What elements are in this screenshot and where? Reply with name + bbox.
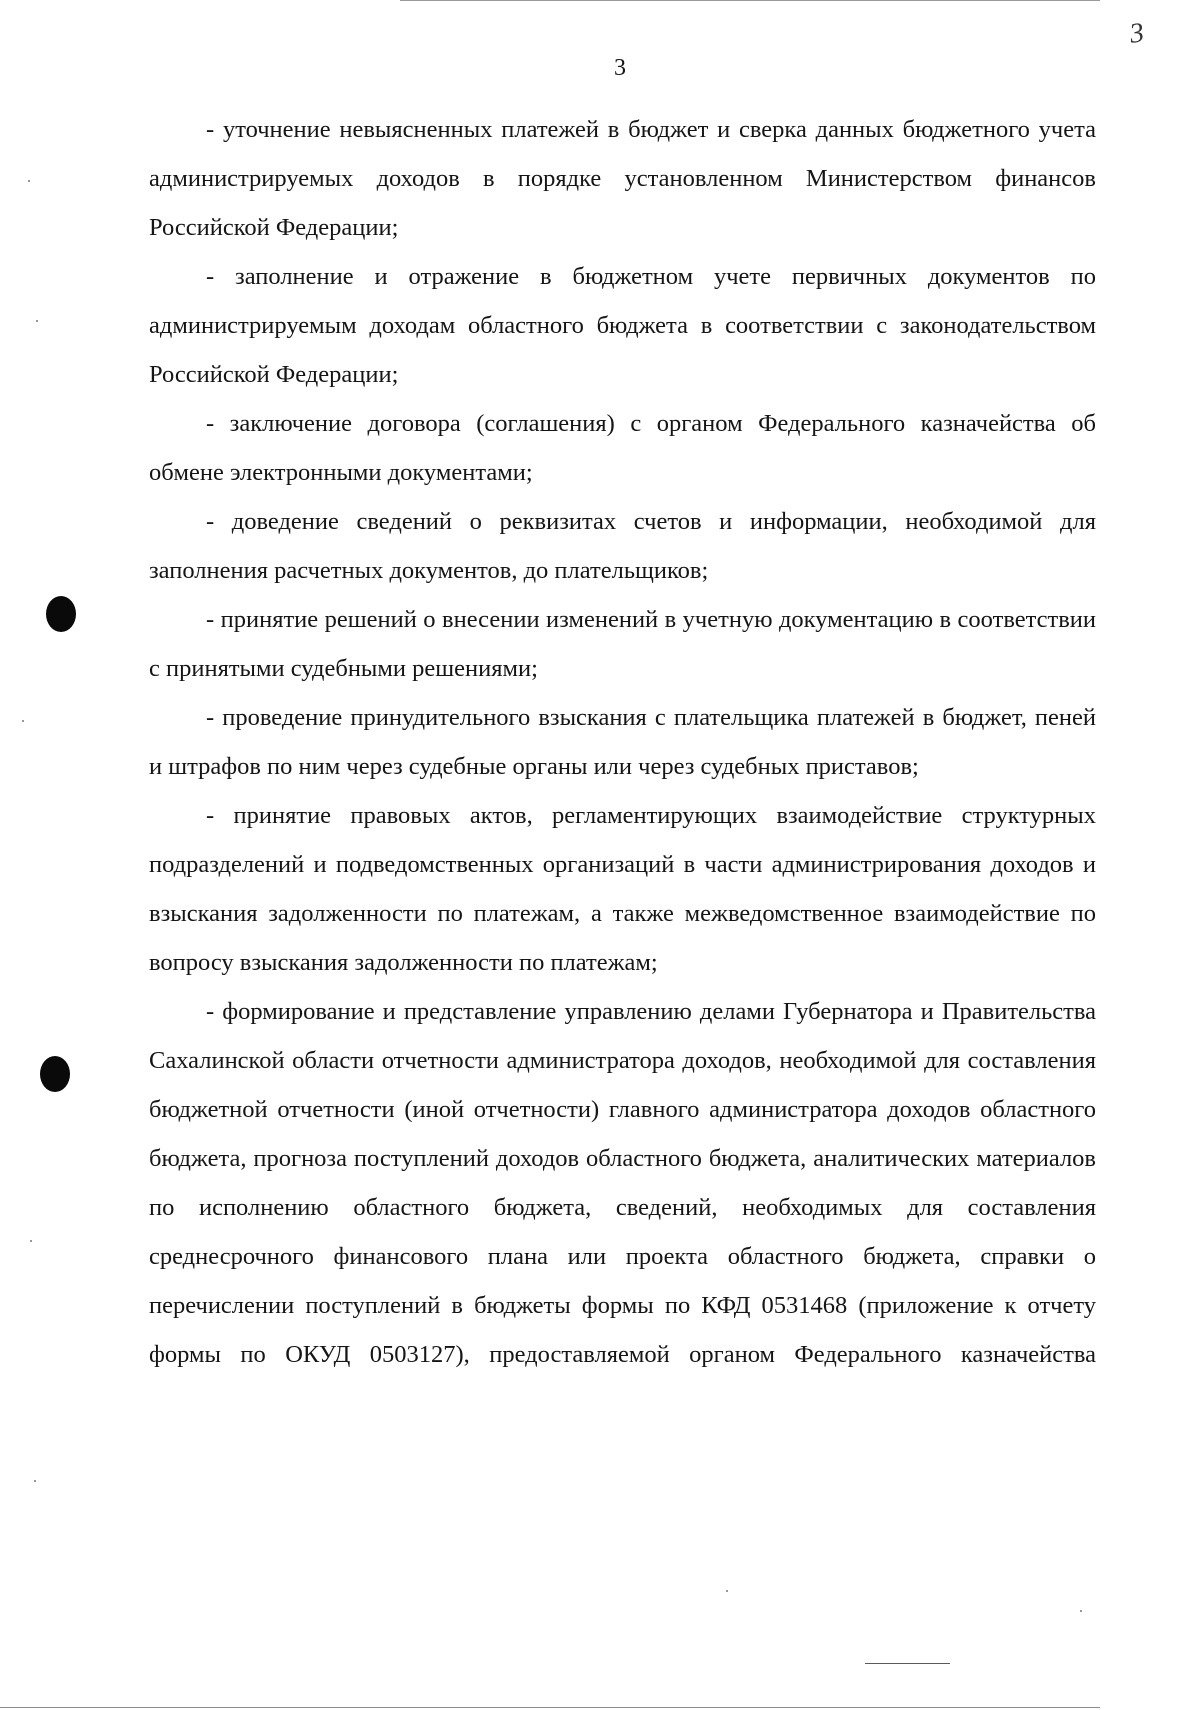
- list-item-paragraph: - заключение договора (соглашения) с органом Федерального казначейства об обмене электронными документами;: [149, 410, 1096, 486]
- list-item-paragraph: - формирование и представление управлению делами Губернатора и Правительства Сахалинской области отчетности администратора доходов, необходимой для составления бюджетной отчетности (иной отчетности) главного администратора доходов областного бюджета, прогноза поступлений доходов областного бюджета, аналитических материалов по исполнению областного бюджета, сведений, необходимых для составления среднесрочного финансового плана или проекта областного бюджета, справки о перечислении поступлений в бюджеты формы по КФД 0531468 (приложение к отчету формы по ОКУД 0503127), предоставляемой органом Федерального казначейства: [149, 998, 1096, 1368]
- list-item-paragraph: - принятие правовых актов, регламентирующих взаимодействие структурных подразделений и подведомственных организаций в части администрирования доходов и взыскания задолженности по платежам, а также межведомственное взаимодействие по вопросу взыскания задолженности по платежам;: [149, 802, 1096, 976]
- scan-speck: [36, 320, 38, 322]
- page-number: 3: [614, 55, 626, 81]
- scan-speck: [28, 180, 30, 182]
- scan-speck: [1080, 1610, 1082, 1612]
- scan-speck: [30, 1240, 32, 1242]
- scan-speck: [22, 720, 24, 722]
- punch-hole-lower: [40, 1056, 70, 1092]
- list-item-paragraph: - проведение принудительного взыскания с плательщика платежей в бюджет, пеней и штрафов по ним через судебные органы или через судебных приставов;: [149, 704, 1096, 780]
- footer-rule: [865, 1663, 950, 1664]
- list-item-paragraph: - принятие решений о внесении изменений в учетную документацию в соответствии с принятыми судебными решениями;: [149, 606, 1096, 682]
- scan-speck: [726, 1590, 728, 1592]
- list-item-paragraph: - заполнение и отражение в бюджетном учете первичных документов по администрируемым доходам областного бюджета в соответствии с законодательством Российской Федерации;: [149, 263, 1096, 388]
- list-item-paragraph: - уточнение невыясненных платежей в бюджет и сверка данных бюджетного учета администрируемых доходов в порядке установленном Министерством финансов Российской Федерации;: [149, 116, 1096, 241]
- scan-bottom-edge: [0, 1707, 1100, 1708]
- scan-top-edge: [400, 0, 1100, 1]
- punch-hole-upper: [46, 596, 76, 632]
- handwritten-page-mark: 3: [1127, 17, 1147, 50]
- document-body: [149, 105, 1096, 1379]
- list-item-paragraph: - доведение сведений о реквизитах счетов и информации, необходимой для заполнения расчетных документов, до плательщиков;: [149, 508, 1096, 584]
- scan-speck: [34, 1480, 36, 1482]
